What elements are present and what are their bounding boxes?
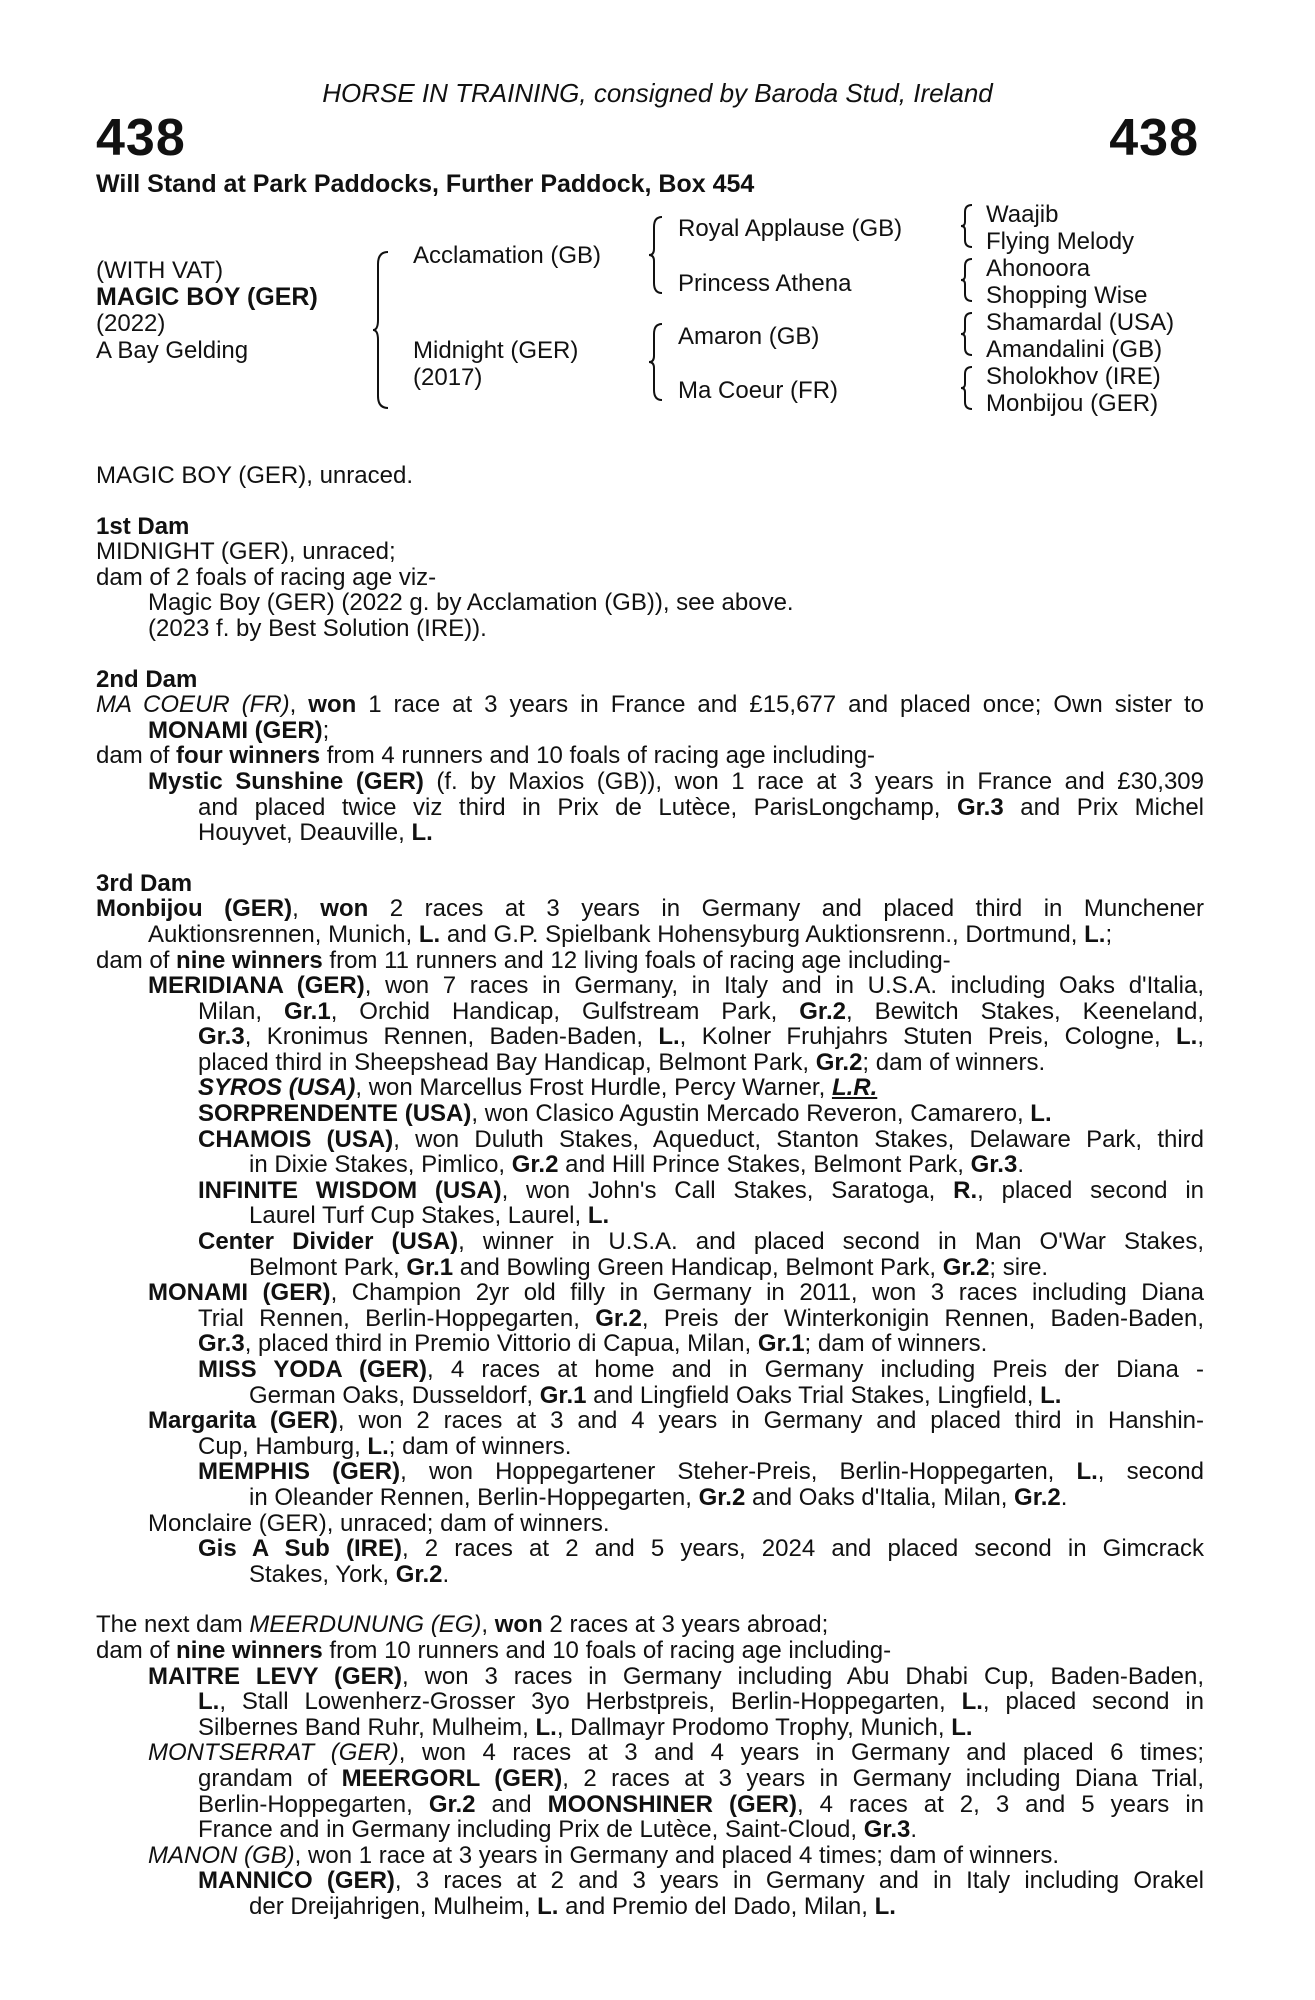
third-dam-line: in Oleander Rennen, Berlin-Hoppegarten, Gr.2 and Oaks d'Italia, Milan, Gr.2. (249, 1483, 1068, 1511)
next-dam-line: MAITRE LEVY (GER), won 3 races in Germany including Abu Dhabi Cup, Baden-Baden, (148, 1662, 1204, 1690)
next-dam-line: MONTSERRAT (GER), won 4 races at 3 and 4 years in Germany and placed 6 times; (148, 1739, 1204, 1767)
next-dam-line: Silbernes Band Ruhr, Mulheim, L., Dallmayr Prodomo Trophy, Munich, L. (198, 1713, 973, 1741)
next-dam-line: grandam of MEERGORL (GER), 2 races at 3 years in Germany including Diana Trial, (198, 1764, 1204, 1792)
ped-dsd: Amandalini (GB) (986, 336, 1163, 363)
third-dam-line: Trial Rennen, Berlin-Hoppegarten, Gr.2, Preis der Winterkonigin Rennen, Baden-Baden, (198, 1304, 1205, 1332)
dam-year: (2017) (413, 364, 483, 391)
first-dam-heading: 1st Dam (96, 512, 190, 540)
third-dam-line: German Oaks, Dusseldorf, Gr.1 and Lingfield Oaks Trial Stakes, Lingfield, L. (249, 1381, 1062, 1409)
next-dam-line: MANON (GB), won 1 race at 3 years in Germany and placed 4 times; dam of winners. (148, 1841, 1060, 1869)
unraced-line: MAGIC BOY (GER), unraced. (96, 462, 413, 489)
third-dam-line: Belmont Park, Gr.1 and Bowling Green Handicap, Belmont Park, Gr.2; sire. (249, 1253, 1049, 1281)
sire-sire: Royal Applause (GB) (678, 215, 903, 242)
third-dam-line: Laurel Turf Cup Stakes, Laurel, L. (249, 1202, 610, 1230)
third-dam-line: Milan, Gr.1, Orchid Handicap, Gulfstream Park, Gr.2, Bewitch Stakes, Keeneland, (198, 997, 1205, 1025)
sire-name: Acclamation (GB) (413, 242, 602, 269)
dam-dam: Ma Coeur (FR) (678, 377, 839, 404)
next-dam-line: The next dam MEERDUNUNG (EG), won 2 races at 3 years abroad; (96, 1611, 829, 1639)
pedigree-brace-sd (960, 257, 974, 303)
next-dam-line: der Dreijahrigen, Mulheim, L. and Premio del Dado, Milan, L. (249, 1892, 896, 1920)
first-dam-line: (2023 f. by Best Solution (IRE)). (148, 614, 487, 642)
horse-description: A Bay Gelding (96, 337, 249, 364)
pedigree-brace-ds (960, 311, 974, 357)
first-dam-line: MIDNIGHT (GER), unraced; (96, 538, 396, 566)
third-dam-line: Gr.3, Kronimus Rennen, Baden-Baden, L., Kolner Fruhjahrs Stuten Preis, Cologne, L., (198, 1023, 1204, 1051)
third-dam-line: MISS YODA (GER), 4 races at home and in Germany including Preis der Diana - (198, 1356, 1204, 1383)
third-dam-line: MERIDIANA (GER), won 7 races in Germany, in Italy and in U.S.A. including Oaks d'Italia, (148, 972, 1204, 1000)
second-dam-heading: 2nd Dam (96, 665, 198, 693)
pedigree-brace-ss (960, 203, 974, 249)
vat-note: (WITH VAT) (96, 257, 224, 284)
third-dam-line: INFINITE WISDOM (USA), won John's Call Stakes, Saratoga, R., placed second in (198, 1176, 1204, 1204)
third-dam-line: placed third in Sheepshead Bay Handicap, Belmont Park, Gr.2; dam of winners. (198, 1048, 1046, 1076)
page-subtitle: HORSE IN TRAINING, consigned by Baroda Stud, Ireland (322, 78, 993, 108)
third-dam-line: Cup, Hamburg, L.; dam of winners. (198, 1432, 572, 1460)
pedigree-brace-dam (648, 322, 664, 402)
third-dam-line: Margarita (GER), won 2 races at 3 and 4 years in Germany and placed third in Hanshin- (148, 1407, 1204, 1435)
ped-sds: Ahonoora (986, 255, 1091, 282)
third-dam-line: SORPRENDENTE (USA), won Clasico Agustin Mercado Reveron, Camarero, L. (198, 1100, 1052, 1128)
pedigree-brace-main (372, 250, 390, 410)
next-dam-line: L., Stall Lowenherz-Grosser 3yo Herbstpreis, Berlin-Hoppegarten, L., placed second in (198, 1688, 1205, 1716)
third-dam-line: MONAMI (GER), Champion 2yr old filly in Germany in 2011, won 3 races including Diana (148, 1279, 1204, 1307)
lot-number-left: 438 (96, 109, 186, 167)
pedigree-brace-dd (960, 365, 974, 411)
dam-sire: Amaron (GB) (678, 323, 820, 350)
ped-dss: Shamardal (USA) (986, 309, 1175, 336)
second-dam-line: MONAMI (GER); (148, 716, 330, 744)
ped-ddd: Monbijou (GER) (986, 390, 1159, 417)
third-dam-line: MEMPHIS (GER), won Hoppegartener Steher-Preis, Berlin-Hoppegarten, L., second (198, 1458, 1204, 1486)
horse-name: MAGIC BOY (GER) (96, 283, 318, 311)
ped-dds: Sholokhov (IRE) (986, 363, 1161, 390)
third-dam-line: Stakes, York, Gr.2. (249, 1560, 450, 1588)
third-dam-line: CHAMOIS (USA), won Duluth Stakes, Aqueduct, Stanton Stakes, Delaware Park, third (198, 1125, 1205, 1153)
third-dam-line: SYROS (USA), won Marcellus Frost Hurdle, Percy Warner, L.R. (198, 1074, 878, 1102)
third-dam-heading: 3rd Dam (96, 869, 193, 897)
second-dam-line: Houyvet, Deauville, L. (198, 819, 433, 847)
second-dam-line: and placed twice viz third in Prix de Lutèce, ParisLongchamp, Gr.3 and Prix Michel (198, 793, 1205, 821)
third-dam-line: Center Divider (USA), winner in U.S.A. and placed second in Man O'War Stakes, (198, 1228, 1205, 1256)
horse-year: (2022) (96, 310, 166, 337)
ped-ssd: Flying Melody (986, 228, 1135, 255)
third-dam-line: Auktionsrennen, Munich, L. and G.P. Spielbank Hohensyburg Auktionsrenn., Dortmund, L.; (148, 920, 1113, 948)
stand-location: Will Stand at Park Paddocks, Further Paddock, Box 454 (96, 170, 755, 198)
ped-sss: Waajib (986, 201, 1059, 228)
third-dam-line: Gis A Sub (IRE), 2 races at 2 and 5 years, 2024 and placed second in Gimcrack (198, 1535, 1204, 1563)
next-dam-line: dam of nine winners from 10 runners and 10 foals of racing age including- (96, 1636, 892, 1664)
third-dam-line: dam of nine winners from 11 runners and 12 living foals of racing age including- (96, 946, 951, 974)
lot-number-right: 438 (1109, 109, 1199, 167)
ped-sdd: Shopping Wise (986, 282, 1148, 309)
next-dam-line: France and in Germany including Prix de Lutèce, Saint-Cloud, Gr.3. (198, 1816, 918, 1844)
sire-dam: Princess Athena (678, 270, 852, 297)
second-dam-line: MA COEUR (FR), won 1 race at 3 years in France and £15,677 and placed once; Own sister to (96, 691, 1204, 719)
second-dam-line: Mystic Sunshine (GER) (f. by Maxios (GB)), won 1 race at 3 years in France and £30,309 (148, 767, 1204, 795)
next-dam-line: Berlin-Hoppegarten, Gr.2 and MOONSHINER (GER), 4 races at 2, 3 and 5 years in (198, 1790, 1205, 1818)
pedigree-brace-sire (648, 215, 664, 295)
third-dam-line: Gr.3, placed third in Premio Vittorio di Capua, Milan, Gr.1; dam of winners. (198, 1330, 988, 1358)
next-dam-line: MANNICO (GER), 3 races at 2 and 3 years in Germany and in Italy including Orakel (198, 1867, 1205, 1895)
first-dam-line: Magic Boy (GER) (2022 g. by Acclamation (GB)), see above. (148, 589, 794, 617)
dam-name: Midnight (GER) (413, 337, 579, 364)
catalogue-body (96, 463, 1204, 1919)
first-dam-line: dam of 2 foals of racing age viz- (96, 563, 437, 591)
third-dam-line: Monbijou (GER), won 2 races at 3 years in Germany and placed third in Munchener (96, 895, 1204, 923)
third-dam-line: in Dixie Stakes, Pimlico, Gr.2 and Hill Prince Stakes, Belmont Park, Gr.3. (249, 1151, 1024, 1179)
second-dam-line: dam of four winners from 4 runners and 10 foals of racing age including- (96, 742, 876, 770)
third-dam-line: Monclaire (GER), unraced; dam of winners. (148, 1509, 610, 1537)
